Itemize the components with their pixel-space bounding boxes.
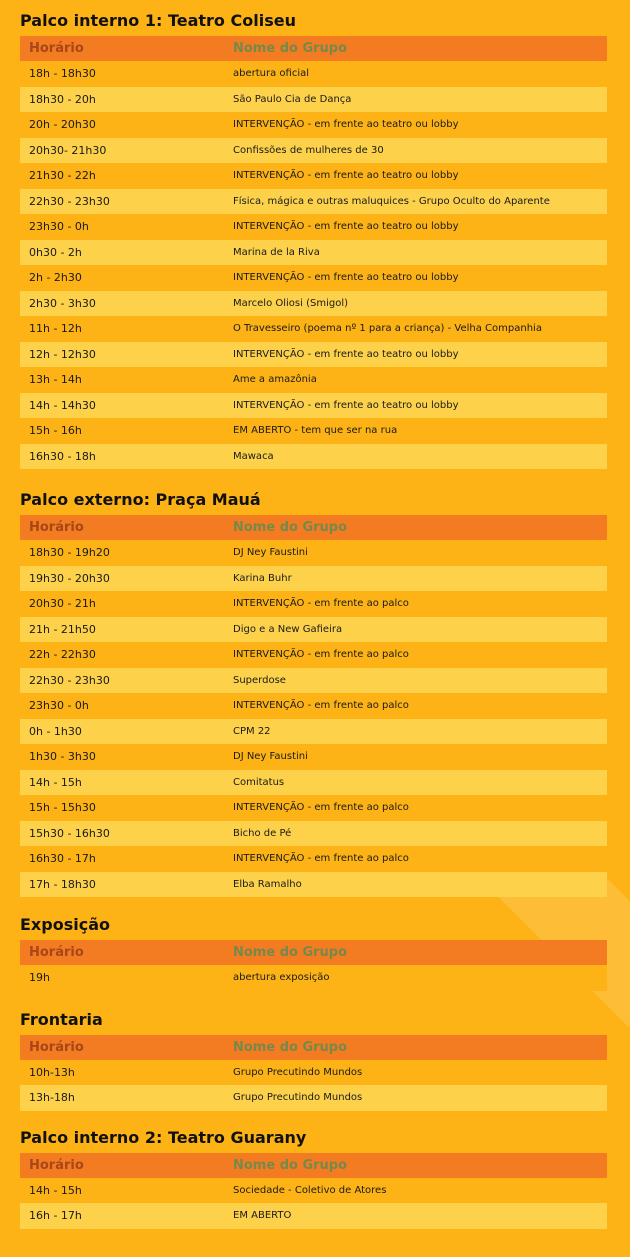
schedule-section: [20, 469, 607, 897]
header-group: Nome do Grupo: [233, 1039, 348, 1055]
schedule-section: [20, 897, 607, 991]
time-cell: 15h30 - 16h30: [29, 826, 110, 840]
table-row: [20, 693, 607, 719]
time-cell: 16h30 - 17h: [29, 852, 96, 865]
table-header: [20, 1035, 607, 1060]
schedule-table: [20, 1035, 607, 1111]
table-header: [20, 36, 607, 61]
table-header: [20, 515, 607, 540]
group-cell: INTERVENÇÃO - em frente ao palco: [233, 853, 409, 864]
time-cell: 2h - 2h30: [29, 271, 82, 284]
table-row: [20, 189, 607, 215]
group-cell: INTERVENÇÃO - em frente ao palco: [233, 598, 409, 609]
header-time: Horário: [29, 41, 84, 56]
table-row: [20, 770, 607, 796]
group-cell: Sociedade - Coletivo de Atores: [233, 1184, 387, 1196]
time-cell: 2h30 - 3h30: [29, 296, 96, 310]
table-header: [20, 940, 607, 965]
table-row: [20, 316, 607, 342]
group-cell: INTERVENÇÃO - em frente ao palco: [233, 802, 409, 813]
table-row: [20, 846, 607, 872]
time-cell: 16h30 - 18h: [29, 449, 96, 463]
group-cell: Superdose: [233, 674, 286, 686]
group-cell: INTERVENÇÃO - em frente ao teatro ou lobby: [233, 119, 459, 130]
schedule-section: [20, 991, 607, 1111]
time-cell: 14h - 15h: [29, 1183, 82, 1197]
time-cell: 19h30 - 20h30: [29, 571, 110, 585]
group-cell: INTERVENÇÃO - em frente ao teatro ou lobby: [233, 272, 459, 283]
time-cell: 19h: [29, 971, 50, 984]
time-cell: 18h - 18h30: [29, 67, 96, 80]
time-cell: 0h30 - 2h: [29, 245, 82, 259]
table-row: [20, 617, 607, 643]
time-cell: 22h30 - 23h30: [29, 673, 110, 687]
table-row: [20, 418, 607, 444]
group-cell: Confissões de mulheres de 30: [233, 144, 384, 156]
time-cell: 21h - 21h50: [29, 622, 96, 636]
group-cell: Grupo Precutindo Mundos: [233, 1066, 363, 1078]
schedule-table: [20, 1153, 607, 1229]
group-cell: abertura exposição: [233, 972, 330, 983]
table-row: [20, 719, 607, 745]
header-group: Nome do Grupo: [233, 520, 348, 535]
header-group: Nome do Grupo: [233, 1157, 348, 1173]
table-row: [20, 965, 607, 991]
group-cell: INTERVENÇÃO - em frente ao teatro ou lobby: [233, 399, 459, 411]
table-row: [20, 444, 607, 470]
header-time: Horário: [29, 520, 84, 535]
time-cell: 15h - 15h30: [29, 801, 96, 814]
time-cell: 23h30 - 0h: [29, 220, 89, 233]
time-cell: 20h30- 21h30: [29, 143, 107, 157]
table-row: [20, 138, 607, 164]
table-row: [20, 1085, 607, 1111]
section-title: Exposição: [20, 915, 110, 934]
header-time: Horário: [29, 1157, 84, 1173]
group-cell: Elba Ramalho: [233, 878, 302, 890]
group-cell: EM ABERTO - tem que ser na rua: [233, 425, 398, 436]
time-cell: 0h - 1h30: [29, 724, 82, 738]
group-cell: INTERVENÇÃO - em frente ao teatro ou lobby: [233, 221, 459, 232]
group-cell: EM ABERTO: [233, 1210, 292, 1221]
group-cell: Karina Buhr: [233, 572, 292, 584]
time-cell: 15h - 16h: [29, 424, 82, 437]
table-row: [20, 642, 607, 668]
time-cell: 17h - 18h30: [29, 877, 96, 891]
group-cell: Marina de la Riva: [233, 246, 320, 258]
section-title: Palco interno 1: Teatro Coliseu: [20, 11, 296, 30]
group-cell: O Travesseiro (poema nº 1 para a criança) - Velha Companhia: [233, 323, 542, 334]
time-cell: 18h30 - 20h: [29, 92, 96, 106]
time-cell: 23h30 - 0h: [29, 699, 89, 712]
header-group: Nome do Grupo: [233, 41, 348, 56]
table-row: [20, 1178, 607, 1204]
table-row: [20, 291, 607, 317]
group-cell: CPM 22: [233, 725, 271, 737]
schedule-table: [20, 940, 607, 991]
table-row: [20, 367, 607, 393]
time-cell: 18h30 - 19h20: [29, 546, 110, 559]
time-cell: 21h30 - 22h: [29, 169, 96, 182]
schedule-table: [20, 515, 607, 897]
group-cell: Física, mágica e outras maluquices - Grupo Oculto do Aparente: [233, 195, 550, 207]
table-row: [20, 1203, 607, 1229]
header-group: Nome do Grupo: [233, 945, 348, 960]
time-cell: 16h - 17h: [29, 1209, 82, 1222]
group-cell: DJ Ney Faustini: [233, 751, 308, 762]
table-row: [20, 61, 607, 87]
time-cell: 13h-18h: [29, 1091, 75, 1104]
group-cell: Marcelo Oliosi (Smigol): [233, 297, 348, 309]
group-cell: Digo e a New Gafieira: [233, 623, 343, 635]
table-row: [20, 342, 607, 368]
table-row: [20, 240, 607, 266]
time-cell: 14h - 15h: [29, 775, 82, 789]
group-cell: INTERVENÇÃO - em frente ao palco: [233, 649, 409, 660]
header-time: Horário: [29, 945, 84, 960]
section-title: Frontaria: [20, 1009, 103, 1029]
table-row: [20, 214, 607, 240]
group-cell: São Paulo Cia de Dança: [233, 93, 352, 105]
table-row: [20, 668, 607, 694]
table-row: [20, 821, 607, 847]
group-cell: INTERVENÇÃO - em frente ao teatro ou lobby: [233, 170, 459, 181]
table-row: [20, 163, 607, 189]
table-row: [20, 591, 607, 617]
table-row: [20, 1060, 607, 1086]
time-cell: 10h-13h: [29, 1065, 75, 1079]
time-cell: 22h - 22h30: [29, 648, 96, 661]
section-title: Palco externo: Praça Mauá: [20, 490, 261, 509]
group-cell: Ame a amazônia: [233, 374, 317, 385]
table-row: [20, 393, 607, 419]
table-row: [20, 744, 607, 770]
time-cell: 11h - 12h: [29, 322, 82, 335]
group-cell: abertura oficial: [233, 68, 310, 79]
table-row: [20, 795, 607, 821]
time-cell: 12h - 12h30: [29, 347, 96, 361]
table-row: [20, 540, 607, 566]
group-cell: Grupo Precutindo Mundos: [233, 1092, 363, 1103]
group-cell: Comitatus: [233, 776, 285, 788]
group-cell: Bicho de Pé: [233, 827, 292, 839]
schedule-section: [20, 0, 607, 469]
table-row: [20, 87, 607, 113]
time-cell: 13h - 14h: [29, 373, 82, 386]
table-row: [20, 112, 607, 138]
time-cell: 20h - 20h30: [29, 118, 96, 131]
time-cell: 22h30 - 23h30: [29, 194, 110, 208]
table-row: [20, 872, 607, 898]
table-header: [20, 1153, 607, 1178]
time-cell: 20h30 - 21h: [29, 597, 96, 610]
table-row: [20, 265, 607, 291]
schedule-table: [20, 36, 607, 469]
time-cell: 1h30 - 3h30: [29, 750, 96, 763]
section-title: Palco interno 2: Teatro Guarany: [20, 1127, 307, 1147]
schedule-section: [20, 1111, 607, 1229]
group-cell: INTERVENÇÃO - em frente ao teatro ou lobby: [233, 348, 459, 360]
table-row: [20, 566, 607, 592]
group-cell: Mawaca: [233, 450, 274, 462]
time-cell: 14h - 14h30: [29, 398, 96, 412]
header-time: Horário: [29, 1039, 84, 1055]
group-cell: INTERVENÇÃO - em frente ao palco: [233, 700, 409, 711]
group-cell: DJ Ney Faustini: [233, 547, 308, 558]
